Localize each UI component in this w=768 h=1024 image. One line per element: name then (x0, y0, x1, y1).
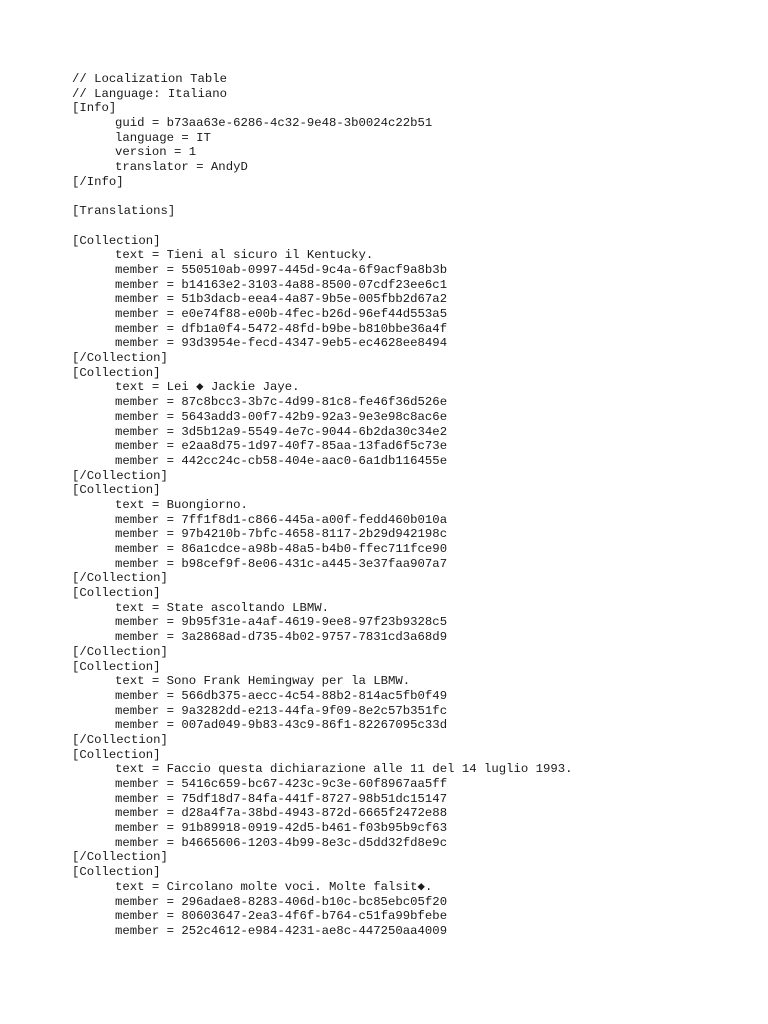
collection-member: member = dfb1a0f4-5472-48fd-b9be-b810bbe36a4f (115, 321, 448, 336)
collection-close-tag: [/Collection] (72, 732, 168, 747)
localization-document (72, 72, 573, 939)
collection-open-tag: [Collection] (72, 483, 161, 498)
collection-text: text = Lei ◆ Jackie Jaye. (115, 380, 300, 395)
collection-text: text = Circolano molte voci. Molte falsit◆. (115, 879, 433, 894)
collection-member: member = 91b89918-0919-42d5-b461-f03b95b9cf63 (115, 821, 448, 836)
collection-member: member = 5416c659-bc67-423c-9c3e-60f8967aa5ff (115, 777, 448, 791)
collection-member: member = 3d5b12a9-5549-4e7c-9044-6b2da30c34e2 (115, 424, 448, 439)
collection-text: text = State ascoltando LBMW. (115, 600, 330, 615)
collection-open-tag: [Collection] (72, 365, 161, 380)
comment-language: // Language: Italiano (72, 86, 227, 101)
comment-title: // Localization Table (72, 72, 227, 86)
collection-member: member = d28a4f7a-38bd-4943-872d-6665f2472e88 (115, 806, 448, 821)
collection-member: member = 252c4612-e984-4231-ae8c-447250aa4009 (115, 923, 448, 938)
collection-member: member = 93d3954e-fecd-4347-9eb5-ec4628ee8494 (115, 336, 448, 351)
collection-open-tag: [Collection] (72, 747, 161, 762)
collection-member: member = 80603647-2ea3-4f6f-b764-c51fa99bfebe (115, 909, 448, 924)
collection-close-tag: [/Collection] (72, 850, 168, 865)
collection-member: member = 9a3282dd-e213-44fa-9f09-8e2c57b351fc (115, 703, 448, 718)
collection-member: member = 5643add3-00f7-42b9-92a3-9e3e98c8ac6e (115, 409, 448, 424)
info-translator: translator = AndyD (115, 160, 248, 175)
collection-open-tag: [Collection] (72, 586, 161, 601)
blank-line (72, 190, 573, 205)
collection-text: text = Buongiorno. (115, 497, 248, 512)
collection-member: member = 3a2868ad-d735-4b02-9757-7831cd3a68d9 (115, 630, 448, 645)
collection-member: member = 7ff1f8d1-c866-445a-a00f-fedd460b010a (115, 512, 448, 527)
info-version: version = 1 (115, 145, 197, 160)
collection-member: member = 9b95f31e-a4af-4619-9ee8-97f23b9328c5 (115, 615, 448, 630)
collection-member: member = 442cc24c-cb58-404e-aac0-6a1db116455e (115, 453, 448, 468)
collection-member: member = 97b4210b-7bfc-4658-8117-2b29d942198c (115, 527, 448, 542)
collection-member: member = 296adae8-8283-406d-b10c-bc85ebc05f20 (115, 894, 448, 909)
collection-text: text = Faccio questa dichiarazione alle 11 del 14 luglio 1993. (115, 762, 573, 777)
collection-member: member = e0e74f88-e00b-4fec-b26d-96ef44d553a5 (115, 307, 448, 321)
collection-text: text = Sono Frank Hemingway per la LBMW. (115, 674, 411, 689)
info-open-tag: [Info] (72, 101, 117, 116)
collection-member: member = b4665606-1203-4b99-8e3c-d5dd32fd8e9c (115, 835, 448, 850)
info-language: language = IT (115, 130, 211, 145)
collection-member: member = 75df18d7-84fa-441f-8727-98b51dc15147 (115, 791, 448, 806)
blank-line (72, 219, 573, 234)
collection-member: member = 51b3dacb-eea4-4a87-9b5e-005fbb2d67a2 (115, 292, 448, 307)
collection-close-tag: [/Collection] (72, 468, 168, 483)
collection-close-tag: [/Collection] (72, 571, 168, 586)
collection-member: member = 566db375-aecc-4c54-88b2-814ac5fb0f49 (115, 688, 448, 703)
collection-open-tag: [Collection] (72, 865, 161, 880)
info-close-tag: [/Info] (72, 174, 124, 189)
collection-member: member = e2aa8d75-1d97-40f7-85aa-13fad6f5c73e (115, 439, 448, 454)
collection-member: member = 86a1cdce-a98b-48a5-b4b0-ffec711fce90 (115, 542, 448, 556)
collection-close-tag: [/Collection] (72, 351, 168, 366)
collection-member: member = 87c8bcc3-3b7c-4d99-81c8-fe46f36d526e (115, 395, 448, 410)
collection-open-tag: [Collection] (72, 233, 161, 248)
collection-text: text = Tieni al sicuro il Kentucky. (115, 248, 374, 263)
collection-member: member = 550510ab-0997-445d-9c4a-6f9acf9a8b3b (115, 262, 448, 277)
collection-member: member = b98cef9f-8e06-431c-a445-3e37faa907a7 (115, 556, 448, 571)
translations-tag: [Translations] (72, 204, 176, 219)
collection-open-tag: [Collection] (72, 659, 161, 674)
collection-member: member = 007ad049-9b83-43c9-86f1-82267095c33d (115, 718, 448, 733)
collection-close-tag: [/Collection] (72, 644, 168, 659)
collection-member: member = b14163e2-3103-4a88-8500-07cdf23ee6c1 (115, 277, 448, 292)
info-guid: guid = b73aa63e-6286-4c32-9e48-3b0024c22b51 (115, 116, 433, 131)
